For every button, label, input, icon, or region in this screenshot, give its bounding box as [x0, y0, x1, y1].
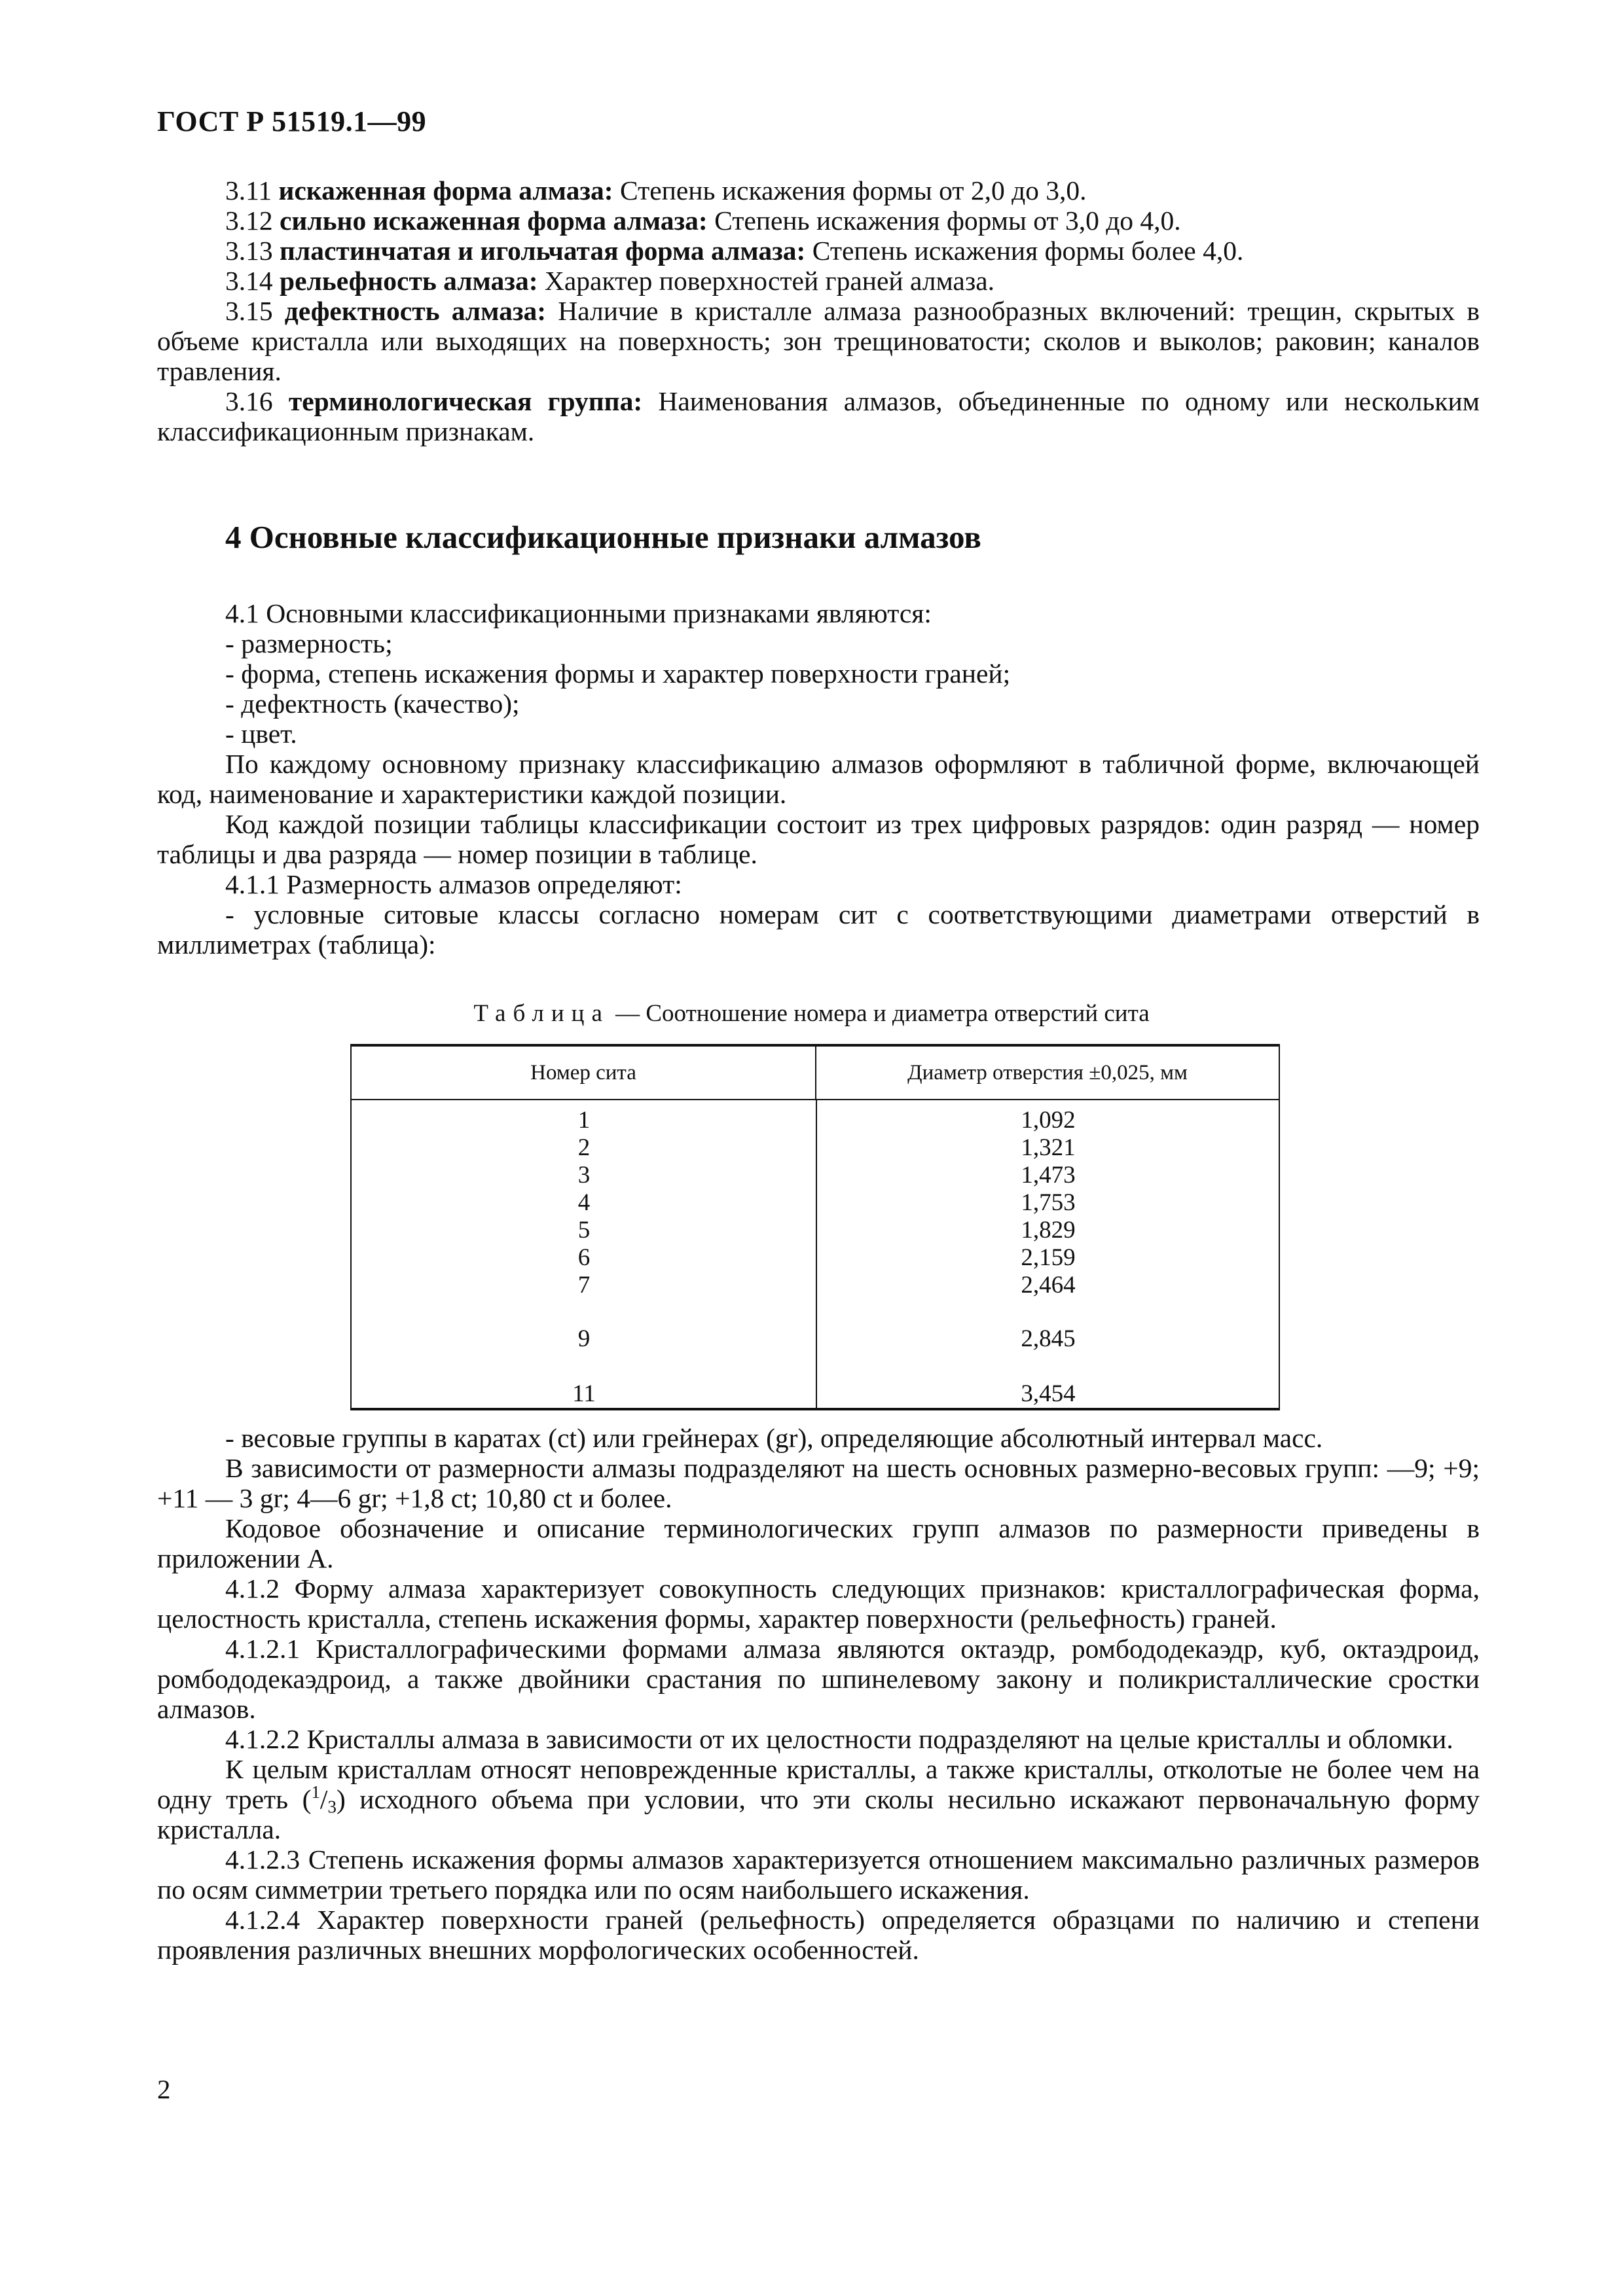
- paragraph-4-1-2-4: 4.1.2.4 Характер поверхности граней (рельефность) определяется образцами по наличию и степени проявления различных внешних морфологических особенностей.: [157, 1905, 1480, 1965]
- section-4-title: 4 Основные классификационные признаки алмазов: [225, 519, 981, 555]
- definition-3-14: 3.14 рельефность алмаза: Характер поверхностей граней алмаза.: [225, 266, 995, 296]
- list-item: - дефектность (качество);: [225, 689, 520, 719]
- paragraph-appendix-ref: Кодовое обозначение и описание терминологических групп алмазов по размерности приведены в приложении А.: [157, 1513, 1480, 1573]
- table-cell-number: 6: [577, 1244, 591, 1271]
- page-number: 2: [157, 2074, 171, 2104]
- table-cell-diameter: 1,092: [1021, 1107, 1076, 1134]
- definition-3-15: 3.15 дефектность алмаза: Наличие в кристалле алмаза разнообразных включений: трещин, скрытых в объеме кристалла или выходящих на поверхность; зон трещиноватости; сколов и выколов; раковин; каналов травления.: [157, 296, 1480, 386]
- table-cell-number: 9: [577, 1325, 591, 1352]
- table-cell-number: 7: [577, 1272, 591, 1299]
- paragraph-code: Код каждой позиции таблицы классификации состоит из трех цифровых разрядов: один разряд — номер таблицы и два разряда — номер позиции в таблице.: [157, 809, 1480, 869]
- document-code: ГОСТ Р 51519.1—99: [157, 105, 427, 137]
- column-header-sieve-number: Номер сита: [352, 1047, 816, 1100]
- table-cell-diameter: 1,753: [1021, 1189, 1076, 1216]
- definition-3-11: 3.11 искаженная форма алмаза: Степень искажения формы от 2,0 до 3,0.: [225, 175, 1087, 206]
- table-cell-diameter: 1,321: [1021, 1134, 1076, 1161]
- section-4-intro: [157, 598, 1480, 960]
- paragraph-4-1-2-3: 4.1.2.3 Степень искажения формы алмазов характеризуется отношением максимально различных размеров по осям симметрии третьего порядка или по осям наибольшего искажения.: [157, 1844, 1480, 1905]
- table-cell-number: 4: [577, 1189, 591, 1216]
- table-cell-number: 3: [577, 1162, 591, 1189]
- table-cell-number: 1: [577, 1107, 591, 1134]
- paragraph-table-form: По каждому основному признаку классификацию алмазов оформляют в табличной форме, включающей код, наименование и характеристики каждой позиции.: [157, 749, 1480, 809]
- sieve-table: [350, 1044, 1280, 1410]
- list-item: - цвет.: [225, 719, 297, 749]
- fraction-denominator: 3: [327, 1797, 337, 1817]
- paragraph-4-1: 4.1 Основными классификационными признаками являются:: [225, 598, 932, 628]
- table-cell-diameter: 1,473: [1021, 1162, 1076, 1189]
- paragraph-size-groups: В зависимости от размерности алмазы подразделяют на шесть основных размерно-весовых групп: —9; +9; +11 — 3 gr; 4—6 gr; +1,8 ct; 10,80 ct и более.: [157, 1453, 1480, 1513]
- paragraph-4-1-1: 4.1.1 Размерность алмазов определяют:: [225, 869, 682, 899]
- section-4-continued: [157, 1423, 1480, 1965]
- table-cell-diameter: 2,845: [1021, 1325, 1076, 1352]
- table-caption: Таблица — Соотношение номера и диаметра отверстий сита: [473, 1000, 1150, 1027]
- paragraph-whole-crystals: К целым кристаллам относят неповрежденные кристаллы, а также кристаллы, отколотые не более чем на одну треть $(^1/_3)$ исходного объема при условии, что эти сколы несильно искажают первоначальную форму кристалла.: [157, 1754, 1480, 1844]
- table-cell-number: 5: [577, 1217, 591, 1244]
- paragraph-sieve-classes: - условные ситовые классы согласно номерам сит с соответствующими диаметрами отверстий в миллиметрах (таблица):: [157, 899, 1480, 960]
- paragraph-4-1-2-2: 4.1.2.2 Кристаллы алмаза в зависимости от их целостности подразделяют на целые кристаллы и обломки.: [225, 1724, 1453, 1754]
- table-cell-diameter: 2,159: [1021, 1244, 1076, 1271]
- definitions-block: [157, 175, 1480, 446]
- paragraph-4-1-2-1: 4.1.2.1 Кристаллографическими формами алмаза являются октаэдр, ромбододекаэдр, куб, октаэдроид, ромбододекаэдроид, а также двойники срастания по шпинелевому закону и поликристаллические сростки алмазов.: [157, 1634, 1480, 1724]
- definition-3-13: 3.13 пластинчатая и игольчатая форма алмаза: Степень искажения формы более 4,0.: [225, 236, 1244, 266]
- list-item: - форма, степень искажения формы и характер поверхности граней;: [225, 658, 1011, 689]
- table-cell-diameter: 3,454: [1021, 1380, 1076, 1407]
- list-item: - размерность;: [225, 628, 393, 658]
- table-cell-diameter: 1,829: [1021, 1217, 1076, 1244]
- paragraph-weight-groups: - весовые группы в каратах (ct) или грейнерах (gr), определяющие абсолютный интервал масс.: [225, 1423, 1323, 1453]
- table-cell-number: 11: [572, 1380, 596, 1407]
- definition-3-12: 3.12 сильно искаженная форма алмаза: Степень искажения формы от 3,0 до 4,0.: [225, 206, 1181, 236]
- fraction-numerator: 1: [311, 1782, 320, 1802]
- paragraph-4-1-2: 4.1.2 Форму алмаза характеризует совокупность следующих признаков: кристаллографическая форма, целостность кристалла, степень искажения формы, характер поверхности (рельефность) граней.: [157, 1573, 1480, 1634]
- column-header-hole-diameter: Диаметр отверстия ±0,025, мм: [816, 1047, 1279, 1100]
- definition-3-16: 3.16 терминологическая группа: Наименования алмазов, объединенные по одному или нескольким классификационным признакам.: [157, 386, 1480, 446]
- table-cell-number: 2: [577, 1134, 591, 1161]
- table-cell-diameter: 2,464: [1021, 1272, 1076, 1299]
